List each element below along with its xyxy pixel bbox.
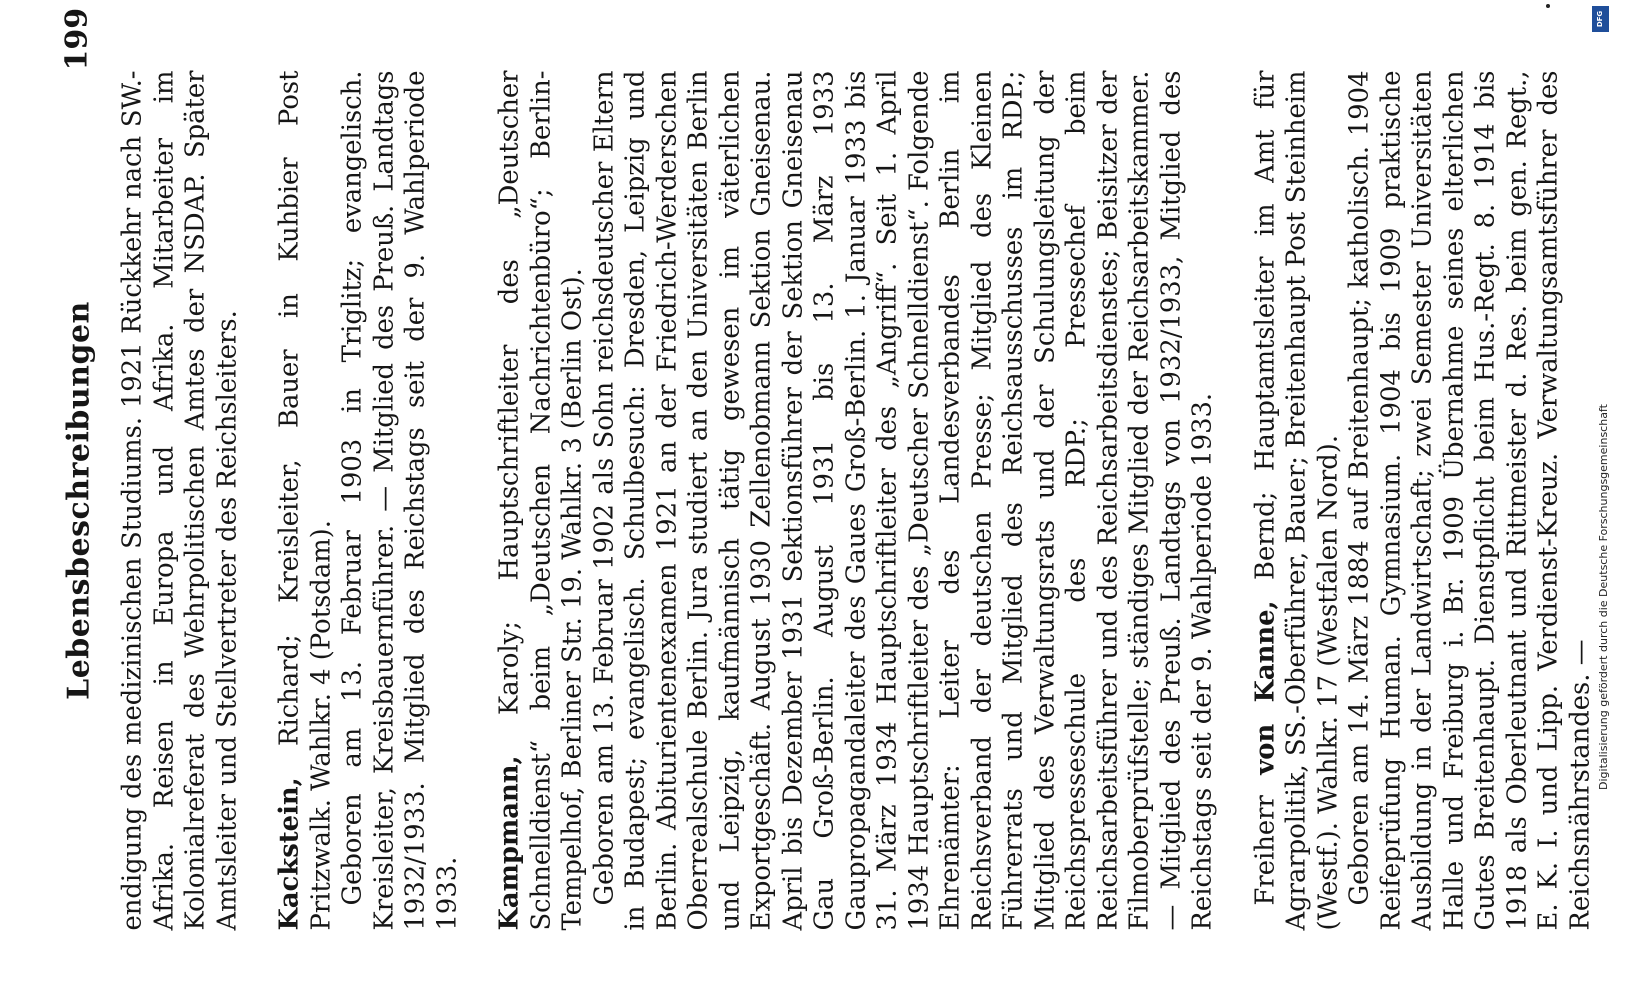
biography-entry-kampmann [495,71,1220,931]
dfg-logo-icon [1592,6,1609,32]
digitization-credit [1595,20,1615,980]
entry-body: Geboren am 13. Februar 1903 in Triglitz; evangelisch. Kreisleiter, Kreisbauernführer. — Mitglied des Preuß. Landtags 1932/1933. Mitglied des Reichstags seit der 9. Wahlperiode 1933. [337,70,462,931]
biography-entry-kackstein [275,71,464,931]
dfg-logo-text: DFG [1596,10,1605,28]
entry-body: Geboren am 14. März 1884 auf Breitenhaupt; katholisch. 1904 Reifeprüfung Human. Gymnasium. 1904 bis 1909 praktische Ausbildung in der Landwirtschaft; zwei Semester Universitäten Halle und Freiburg i. Br. 1909 Übernahme seines elterlichen Gutes Breitenhaupt. Dienstpflicht beim Hus.-Regt. 8. 1914 bis 1918 als Oberleutnant und Rittmeister d. Res. beim gen. Regt., E. K. I. und Lipp. Verdienst-Kreuz. Verwaltungsamtsführer des Reichsnährstandes. — [1344,70,1595,931]
text-column [118,71,1597,931]
running-head: Lebensbeschreibungen [61,301,97,700]
entry-heading [495,71,590,931]
page-number: 199 [59,7,95,71]
entry-name: Kampmann, [494,755,525,931]
entry-intro: Bernd; Hauptamtsleiter im Amt für Agrarpolitik, SS.-Oberführer, Bauer; Breitenhaupt Post Steinheim (Westf.). Wahlkr. 17 (Westfalen Nord). [1250,70,1343,931]
scan-speck [1546,4,1550,8]
rotated-page [0,1,1651,1001]
biography-entry-von-kanne [1250,71,1597,931]
digitization-credit-text: Digitalisierung gefördert durch die Deutsche Forschungsgemeinschaft [1597,404,1610,790]
entry-heading [275,71,338,931]
entry-intro: Richard; Kreisleiter, Bauer in Kuhbier Post Pritzwalk. Wahlkr. 4 (Potsdam). [274,70,336,931]
entry-intro: Karoly; Hauptschriftleiter des „Deutscher Schnelldienst“ beim „Deutschen Nachrichtenbüro“; Berlin-Tempelhof, Berliner Str. 19. Wahlkr. 3 (Berlin Ost). [494,70,588,931]
entry-body: Geboren am 13. Februar 1902 als Sohn reichsdeutscher Eltern in Budapest; evangelisch. Schulbesuch: Dresden, Leipzig und Berlin. Abiturientenexamen 1921 an der Friedrich-Werderschen Oberrealschule Berlin. Jura studiert an den Universitäten Berlin und Leipzig, kaufmännisch tätig gewesen im väterlichen Exportgeschäft. August 1930 Zellenobmann Sektion Gneisenau. April bis Dezember 1931 Sektionsführer der Sektion Gneisenau Gau Groß-Berlin. August 1931 bis 13. März 1933 Gaupropagandaleiter des Gaues Groß-Berlin. 1. Januar 1933 bis 31. März 1934 Hauptschriftleiter des „Angriff“. Seit 1. April 1934 Hauptschriftleiter des „Deutscher Schnelldienst“. Folgende Ehrenämter: Leiter des Landesverbandes Berlin im Reichsverband der deutschen Presse; Mitglied des Kleinen Führerrats und Mitglied des Reichsausschusses im RDP.; Mitglied des Verwaltungsrats und der Schulungsleitung der Reichspresseschule des RDP.; Pressechef beim Reichsarbeitsführer und des Reichsarbeitsdienstes; Beisitzer der Filmoberprüfstelle; ständiges Mitglied der Reichsarbeitskammer. — Mitglied des Preuß. Landtags von 1932/1933, Mitglied des Reichstags seit der 9. Wahlperiode 1933. [589,70,1218,931]
entry-name: von Kanne, [1250,600,1280,775]
entry-name: Kackstein, [274,777,305,931]
entry-prefix: Freiherr [1250,774,1280,906]
entry-heading [1250,71,1345,931]
continued-entry-text: endigung des medizinischen Studiums. 1921 Rückkehr nach SW.-Afrika. Reisen in Europa und Afrika. Mitarbeiter im Kolonialreferat des Wehrpolitischen Amtes der NSDAP. Später Amtsleiter und Stellvertreter des Reichsleiters. [117,70,242,931]
